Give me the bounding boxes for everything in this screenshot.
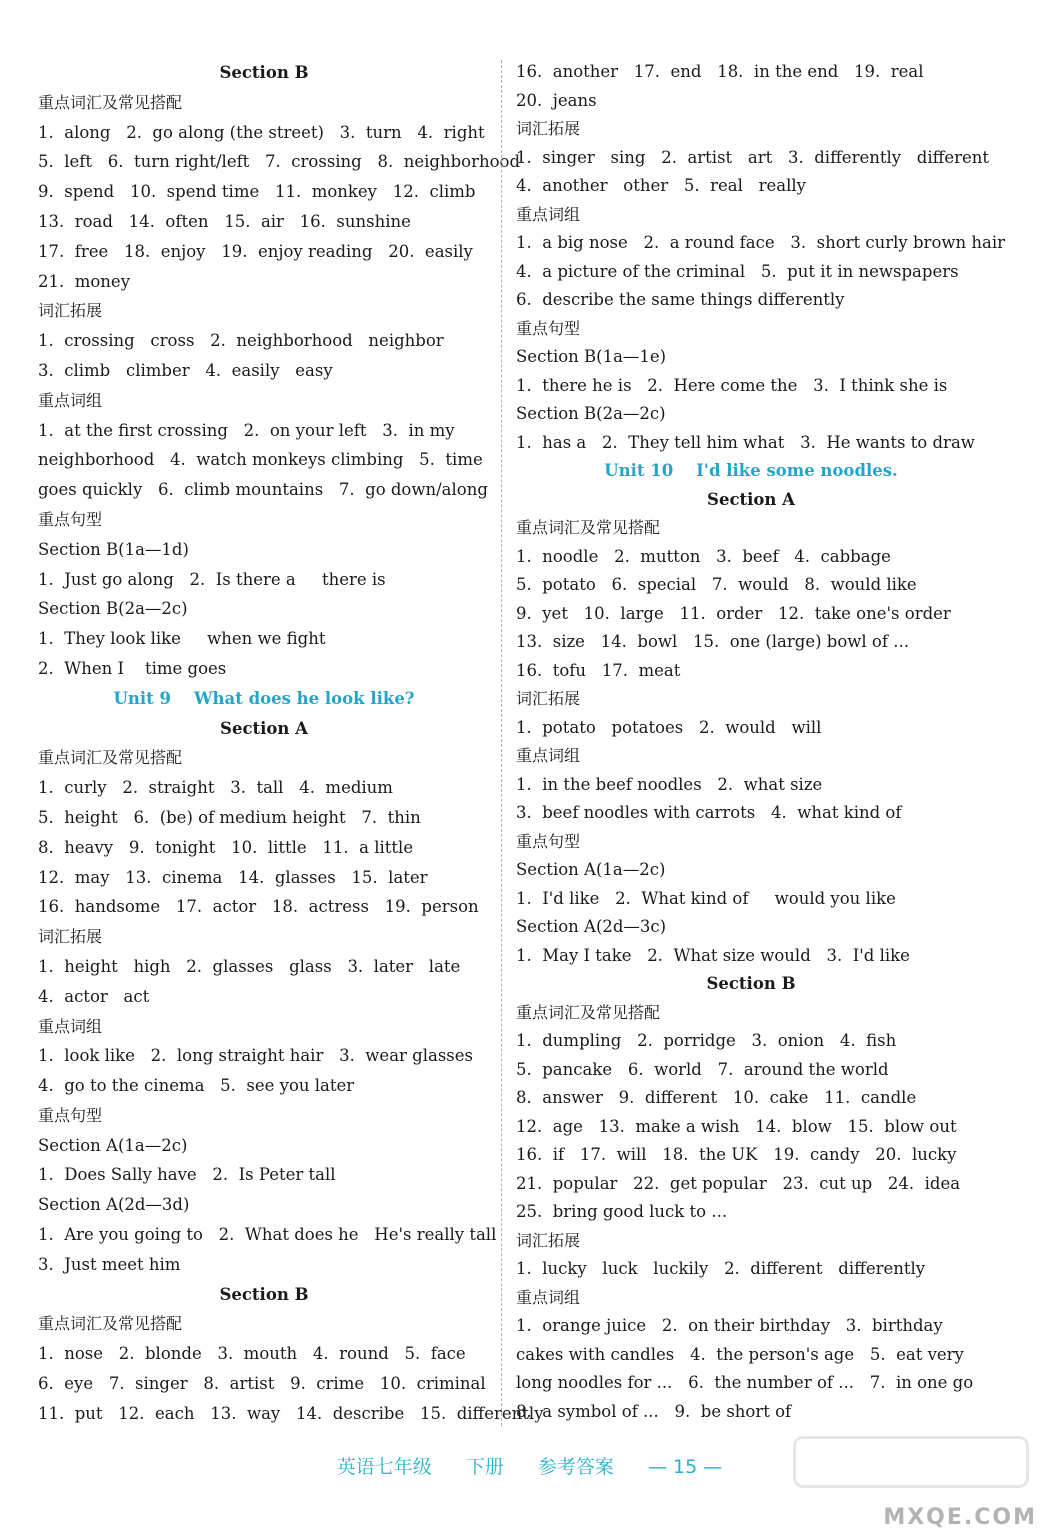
- answer-line: 5. left 6. turn right/left 7. crossing 8. neighborhood: [38, 152, 521, 172]
- answer-line: 21. money: [38, 271, 131, 291]
- answer-line: 4. go to the cinema 5. see you later: [38, 1076, 355, 1096]
- answer-line: Section B(1a—1d): [38, 539, 189, 559]
- answer-line: 4. actor act: [38, 986, 150, 1006]
- answer-line: Section A(1a—2c): [38, 1135, 188, 1155]
- answer-line: 3. beef noodles with carrots 4. what kind of: [516, 803, 902, 822]
- watermark-badge: [793, 1436, 1029, 1488]
- category-heading: 词汇拓展: [516, 119, 581, 138]
- category-heading: 重点词组: [38, 390, 103, 410]
- answer-line: 6. describe the same things differently: [516, 290, 845, 309]
- answer-line: 9. yet 10. large 11. order 12. take one's order: [516, 603, 951, 623]
- answer-line: 11. put 12. each 13. way 14. describe 15. differently: [38, 1403, 544, 1423]
- answer-line: 1. crossing cross 2. neighborhood neighbor: [38, 331, 444, 351]
- category-heading: 重点词组: [516, 204, 581, 224]
- answer-line: 20. jeans: [516, 90, 597, 110]
- answer-line: 1. look like 2. long straight hair 3. wear glasses: [38, 1046, 474, 1066]
- answer-line: 9. spend 10. spend time 11. monkey 12. climb: [38, 182, 476, 202]
- answer-line: 1. along 2. go along (the street) 3. turn 4. right: [38, 122, 485, 142]
- answer-line: 12. may 13. cinema 14. glasses 15. later: [38, 867, 428, 887]
- section-heading: Section B: [219, 1284, 309, 1304]
- answer-line: long noodles for ... 6. the number of ... 7. in one go: [516, 1373, 974, 1392]
- answer-line: 1. a big nose 2. a round face 3. short curly brown hair: [516, 233, 1005, 252]
- answer-line: 8. a symbol of ... 9. be short of: [516, 1401, 792, 1421]
- category-heading: 重点句型: [516, 831, 581, 851]
- answer-line: goes quickly 6. climb mountains 7. go down/along: [38, 480, 488, 500]
- category-heading: 重点词组: [516, 1287, 581, 1307]
- section-heading: Section B: [706, 974, 796, 993]
- category-heading: 词汇拓展: [516, 689, 581, 708]
- answer-line: 1. Does Sally have 2. Is Peter tall: [38, 1165, 336, 1185]
- category-heading: 重点词汇及常见搭配: [38, 92, 183, 112]
- category-heading: 词汇拓展: [516, 1230, 581, 1250]
- column-divider: [501, 60, 502, 1426]
- answer-line: 1. I'd like 2. What kind of would you like: [516, 888, 896, 908]
- answer-line: cakes with candles 4. the person's age 5. eat very: [516, 1344, 964, 1364]
- answer-line: Section A(2d—3c): [516, 917, 667, 936]
- answer-line: 12. age 13. make a wish 14. blow 15. blow out: [516, 1116, 957, 1136]
- answer-line: 1. dumpling 2. porridge 3. onion 4. fish: [516, 1031, 897, 1050]
- category-heading: 词汇拓展: [38, 301, 103, 321]
- footer-page-number: — 15 —: [647, 1456, 723, 1478]
- category-heading: 重点词汇及常见搭配: [516, 1002, 661, 1022]
- category-heading: 重点词汇及常见搭配: [516, 518, 661, 537]
- answer-line: 1. curly 2. straight 3. tall 4. medium: [38, 778, 393, 798]
- footer-subject: 英语七年级: [336, 1456, 432, 1478]
- answer-line: 4. a picture of the criminal 5. put it in newspapers: [516, 261, 959, 281]
- answer-line: 1. lucky luck luckily 2. different differently: [516, 1259, 926, 1278]
- answer-line: 1. in the beef noodles 2. what size: [516, 774, 823, 794]
- answer-line: 2. When I time goes: [38, 658, 227, 678]
- answer-line: 5. pancake 6. world 7. around the world: [516, 1059, 889, 1079]
- answer-line: Section A(2d—3d): [38, 1195, 190, 1215]
- answer-line: 1. May I take 2. What size would 3. I'd like: [516, 945, 910, 965]
- answer-line: 13. size 14. bowl 15. one (large) bowl of ...: [516, 632, 909, 651]
- answer-line: 1. Are you going to 2. What does he He's really tall: [38, 1225, 497, 1245]
- answer-line: 16. another 17. end 18. in the end 19. real: [516, 62, 924, 81]
- answer-line: Section B(1a—1e): [516, 347, 667, 366]
- footer-volume: 下册: [465, 1456, 504, 1478]
- answer-line: 1. height high 2. glasses glass 3. later late: [38, 956, 461, 976]
- answer-line: 3. climb climber 4. easily easy: [38, 360, 333, 380]
- answer-line: Section B(2a—2c): [516, 404, 666, 423]
- answer-line: 25. bring good luck to ...: [516, 1202, 728, 1221]
- answer-line: 1. They look like when we fight: [38, 629, 326, 649]
- answer-line: 1. Just go along 2. Is there a there is: [38, 569, 386, 589]
- watermark-text: MXQE.COM: [883, 1505, 1037, 1530]
- section-heading: Section A: [707, 489, 795, 509]
- answer-line: 17. free 18. enjoy 19. enjoy reading 20. easily: [38, 241, 473, 261]
- answer-line: 16. if 17. will 18. the UK 19. candy 20. lucky: [516, 1145, 957, 1164]
- unit-heading: Unit 9 What does he look like?: [113, 688, 415, 708]
- category-heading: 重点句型: [516, 318, 581, 338]
- answer-line: 21. popular 22. get popular 23. cut up 24. idea: [516, 1173, 961, 1193]
- answer-line: 5. potato 6. special 7. would 8. would like: [516, 575, 917, 594]
- answer-line: Section A(1a—2c): [516, 860, 666, 879]
- answer-line: 16. handsome 17. actor 18. actress 19. person: [38, 897, 479, 917]
- answer-line: Section B(2a—2c): [38, 599, 188, 619]
- answer-line: neighborhood 4. watch monkeys climbing 5. time: [38, 450, 483, 470]
- category-heading: 词汇拓展: [38, 927, 103, 947]
- footer-label: 参考答案: [537, 1456, 614, 1478]
- category-heading: 重点词汇及常见搭配: [38, 748, 183, 768]
- answer-line: 1. nose 2. blonde 3. mouth 4. round 5. face: [38, 1344, 466, 1364]
- left-column: [38, 58, 544, 1429]
- unit-heading: Unit 10 I'd like some noodles.: [604, 461, 898, 480]
- answer-line: 1. orange juice 2. on their birthday 3. birthday: [516, 1316, 943, 1335]
- category-heading: 重点句型: [38, 1105, 103, 1125]
- answer-line: 8. heavy 9. tonight 10. little 11. a little: [38, 837, 414, 857]
- answer-line: 5. height 6. (be) of medium height 7. thin: [38, 807, 421, 827]
- answer-line: 4. another other 5. real really: [516, 176, 806, 195]
- answer-line: 1. at the first crossing 2. on your left 3. in my: [38, 420, 455, 440]
- answer-line: 1. potato potatoes 2. would will: [516, 717, 822, 737]
- answer-line: 8. answer 9. different 10. cake 11. candle: [516, 1088, 917, 1107]
- category-heading: 重点词组: [516, 746, 581, 765]
- section-heading: Section A: [220, 718, 308, 738]
- category-heading: 重点词汇及常见搭配: [38, 1314, 183, 1334]
- answer-line: 3. Just meet him: [38, 1254, 181, 1274]
- watermark-logo: [787, 1480, 1037, 1530]
- category-heading: 重点词组: [38, 1016, 103, 1036]
- answer-line: 1. noodle 2. mutton 3. beef 4. cabbage: [516, 546, 891, 566]
- right-column: [516, 58, 1005, 1426]
- section-heading: Section B: [219, 63, 309, 82]
- answer-line: 13. road 14. often 15. air 16. sunshine: [38, 211, 411, 231]
- answer-line: 6. eye 7. singer 8. artist 9. crime 10. criminal: [38, 1374, 486, 1394]
- category-heading: 重点句型: [38, 509, 103, 529]
- answer-line: 1. has a 2. They tell him what 3. He wants to draw: [516, 432, 975, 452]
- answer-line: 16. tofu 17. meat: [516, 660, 681, 680]
- answer-line: 1. there he is 2. Here come the 3. I think she is: [516, 375, 948, 395]
- answer-line: 1. singer sing 2. artist art 3. differently different: [516, 147, 990, 167]
